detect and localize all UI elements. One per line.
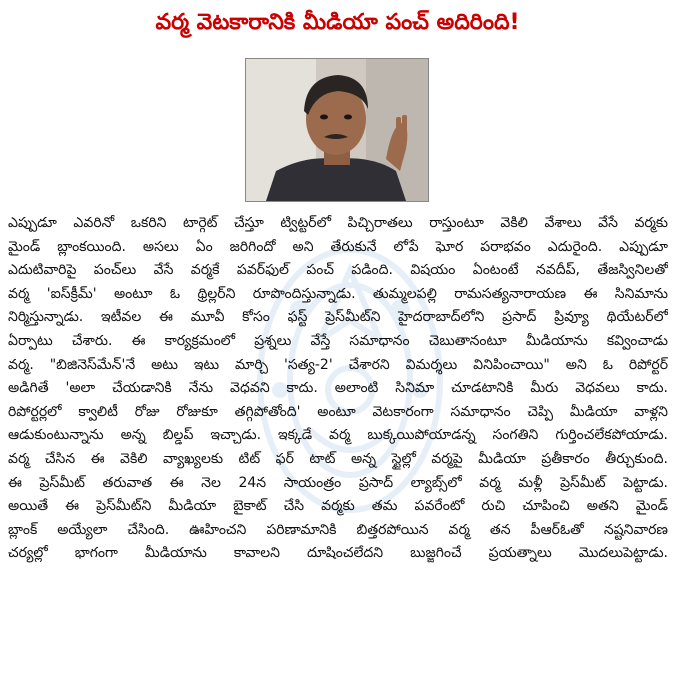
article-line: ఎప్పుడూ ఎవరినో ఒకరిని టార్గెట్ చేస్తూ ట్విట్టర్‌లో పిచ్చిరాతలు రాస్తుంటూ వెకిలి వేశాలు వేసే వర్మకు bbox=[8, 215, 668, 231]
article-line: అయితే ఈ ప్రెస్‌మీట్‌ని మీడియా బైకాట్ చేసి వర్మకు తమ పవరేంటో రుచి చూపించి అతని మైండ్ bbox=[8, 498, 668, 515]
article-line: ఆడుకుంటున్నాను అన్న బిల్డప్ ఇచ్చాడు. ఇక్కడే వర్మ బుక్కయిపోయాడన్న సంగతిని గుర్తించలేకపోయాడు. bbox=[8, 427, 668, 444]
article-photo bbox=[245, 58, 429, 202]
article-line: వర్మ. "బిజినెస్‌మేన్'నే అటు ఇటు మార్చి 'సత్య-2' చేశారని విమర్శలు వినిపించాయి" అని ఓ రిపోర్టర్ bbox=[8, 356, 668, 373]
article-headline: వర్మ వెటకారానికి మీడియా పంచ్ అదిరింది! bbox=[155, 10, 520, 35]
article-line: రిపోర్టర్లలో క్వాలిటీ రోజు రోజుకూ తగ్గిపోతోంది' అంటూ వెటకారంగా సమాధానం చెప్పి మీడియా వాళ్లని bbox=[8, 403, 668, 420]
portrait-photo bbox=[246, 59, 428, 201]
article-line: వర్మ చేసిన ఈ వెకిలి వ్యాఖ్యలకు టిట్ ఫర్ టాట్ అన్న స్టైల్లో వర్మపై మీడియా ప్రతీకారం తీర్చుకుంది. bbox=[8, 450, 668, 467]
article-line: ఈ ప్రెస్‌మీట్ తరువాత ఈ నెల 24న సాయంత్రం ప్రసాద్ ల్యాబ్స్‌లో వర్మ మళ్లీ ప్రెస్‌మీట్ పెట్టాడు. bbox=[8, 474, 668, 491]
article-line: ఏర్పాటు చేశారు. ఈ కార్యక్రమంలో ప్రశ్నలు వేస్తే సమాధానం చెబుతానంటూ మీడియాను కవ్వించాడు bbox=[8, 332, 668, 349]
article-line: ఎదుటివారిపై పంచ్‌లు వేసే వర్మకే పవర్‌ఫుల్ పంచ్ పడింది. విషయం ఏంటంటే నవదీప్, తేజస్వినిలతో bbox=[8, 262, 668, 279]
article-line: మైండ్ బ్లాంకయింది. అసలు ఏం జరిగిందో అని తేరుకునే లోపే ఘోర పరాభవం ఎదురైంది. ఎప్పుడూ bbox=[8, 238, 668, 255]
article-line: వర్మ 'ఐస్‌క్రీమ్' అంటూ ఓ థ్రిల్లర్‌ని రూపొందిస్తున్నాడు. తుమ్మలపల్లి రామసత్యనారాయణ ఈ సినిమాను bbox=[8, 285, 668, 302]
article-line: బ్లాంక్ అయ్యేలా చేసింది. ఊహించని పరిణామానికి బిత్తరపోయిన వర్మ తన పీఆర్ఓతో నష్టనివారణ bbox=[8, 521, 668, 538]
article-line: నిర్మిస్తున్నాడు. ఇటీవల ఈ మూవీ కోసం ఫస్ట్ ప్రెస్‌మీట్‌ని హైదరాబాద్‌లోని ప్రసాద్ ప్రివ్యూ థియేటర్‌లో bbox=[8, 309, 668, 326]
article-line: అడిగితే 'అలా చేయడానికి నేను వెధవని కాదు. అలాంటి సినిమా చూడటానికి మీరు వెధవలు కాదు. bbox=[8, 380, 668, 397]
article-line: చర్యల్లో భాగంగా మీడియాను కావాలని దూషించలేదని బుజ్జగించే ప్రయత్నాలు మొదలుపెట్టాడు. bbox=[8, 545, 668, 562]
article-body bbox=[8, 212, 668, 566]
